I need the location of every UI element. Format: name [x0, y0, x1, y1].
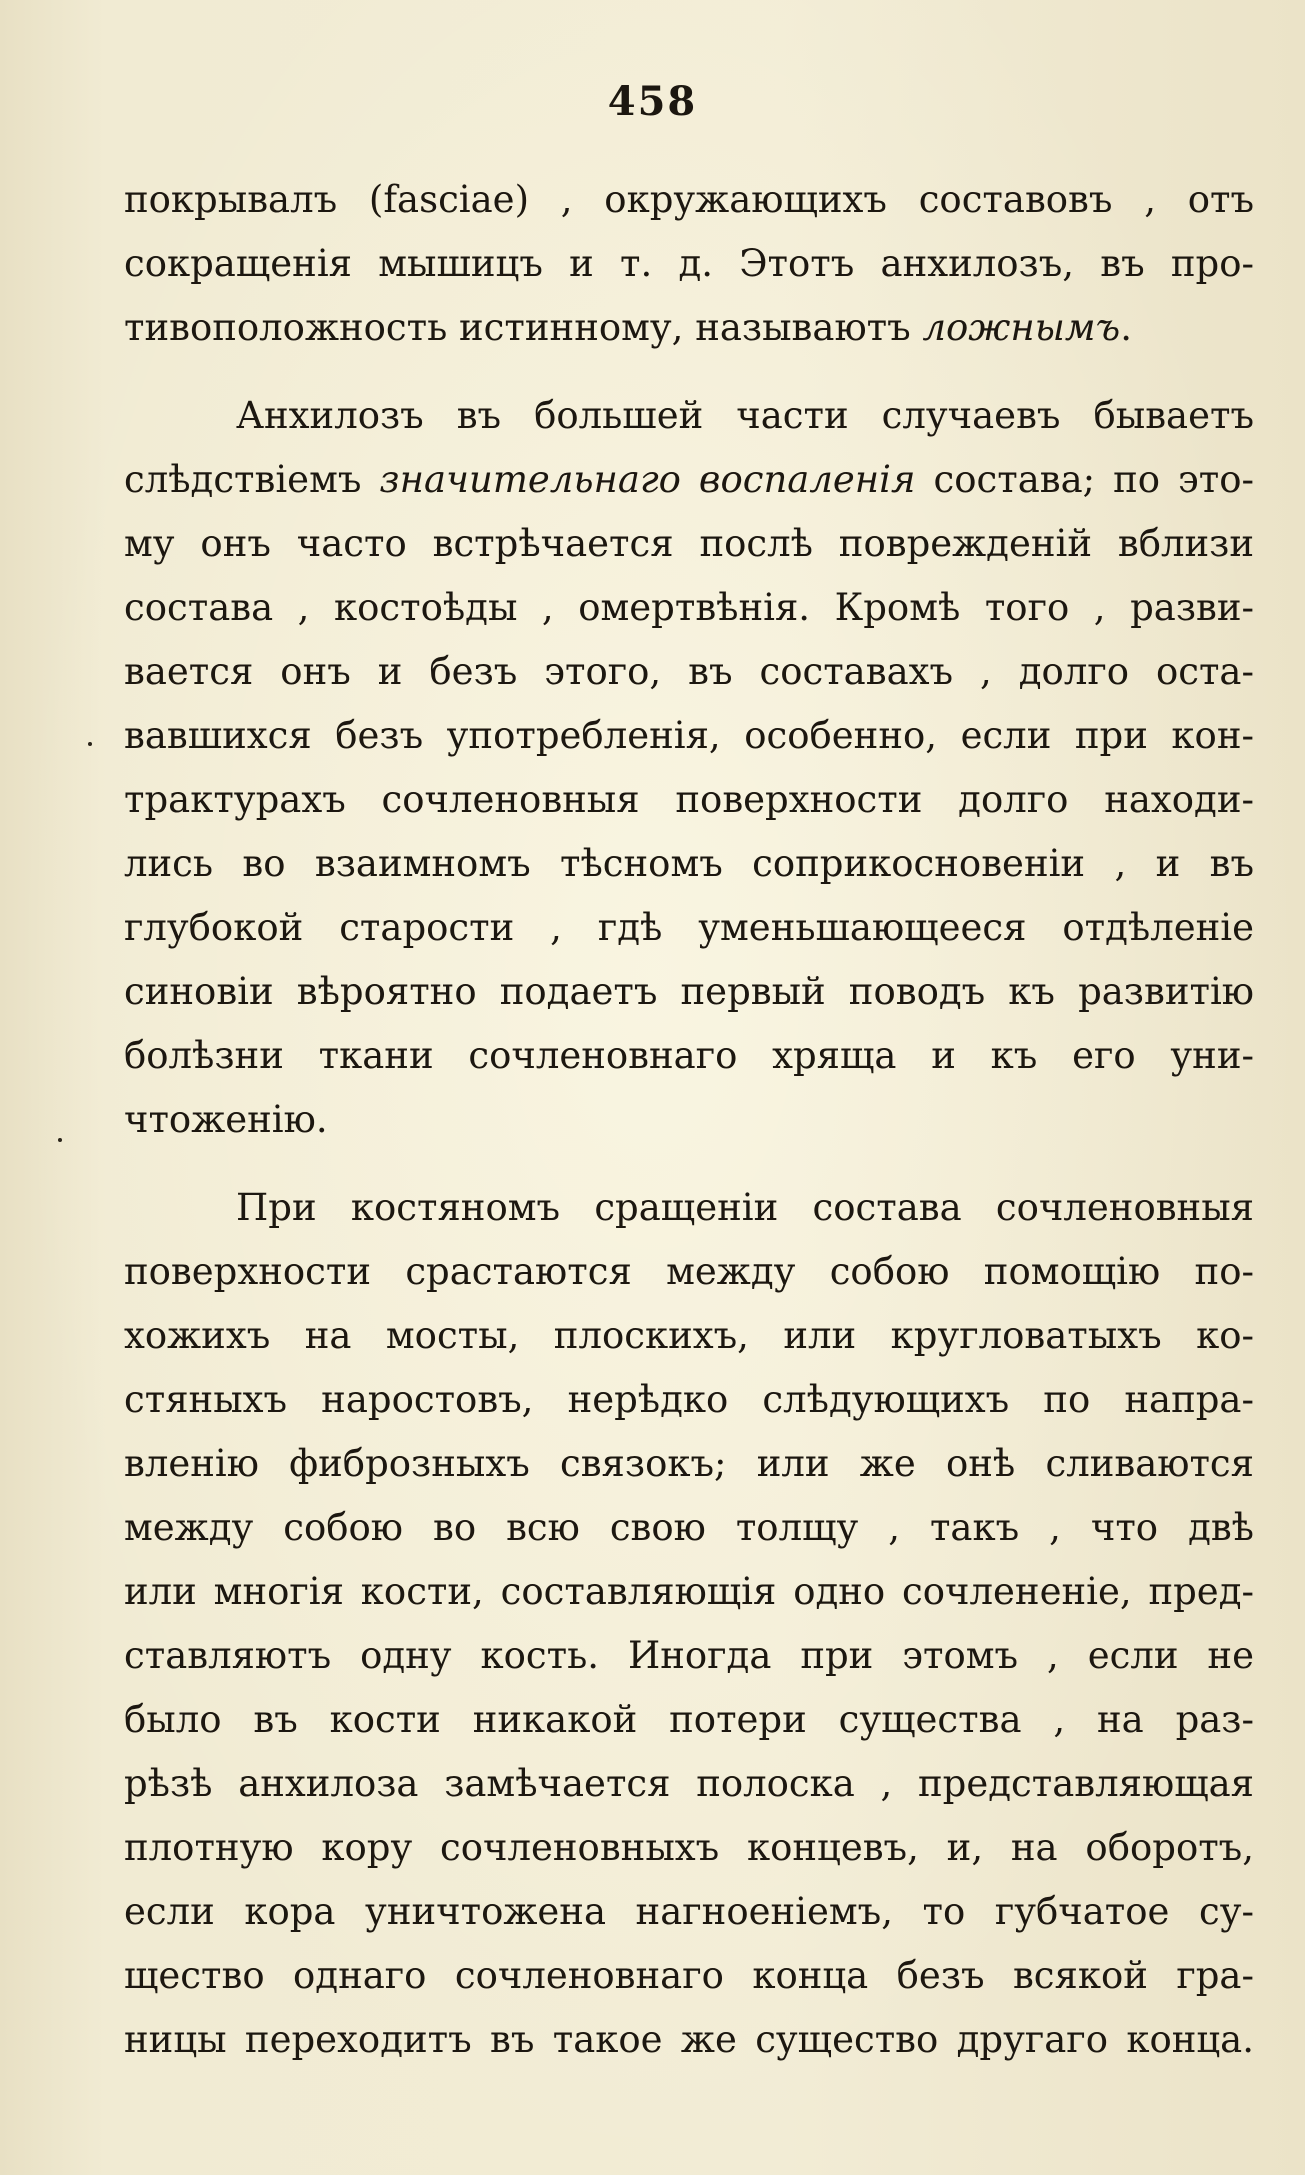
text-line: глубокой старости , гдѣ уменьшающееся отдѣленіе: [124, 906, 1254, 949]
text-line: хожихъ на мосты, плоскихъ, или кругловатыхъ ко-: [124, 1314, 1254, 1357]
text-line: щество однаго сочленовнаго конца безъ всякой гра-: [124, 1954, 1254, 1997]
ink-speck: [58, 1138, 62, 1142]
text-line: состава , костоѣды , омертвѣнія. Кромѣ того , разви-: [124, 586, 1254, 629]
text-line: между собою во всю свою толщу , такъ , что двѣ: [124, 1506, 1254, 1549]
text-line: было въ кости никакой потери существа , на раз-: [124, 1698, 1254, 1741]
text-line: При костяномъ сращеніи состава сочленовныя: [236, 1186, 1254, 1229]
text-line: чтоженію.: [124, 1098, 328, 1141]
text-line: трактурахъ сочленовныя поверхности долго находи-: [124, 778, 1254, 821]
text-line: [124, 448, 1254, 512]
text-line: ницы переходитъ въ такое же существо другаго конца.: [124, 2018, 1254, 2061]
text-line: если кора уничтожена нагноеніемъ, то губчатое су-: [124, 1890, 1254, 1933]
italic-term: значительнаго воспаленія: [379, 458, 916, 501]
italic-term: ложнымъ: [922, 306, 1121, 349]
text-line: рѣзѣ анхилоза замѣчается полоска , представляющая: [124, 1762, 1254, 1805]
text-line: поверхности срастаются между собою помощію по-: [124, 1250, 1254, 1293]
paragraph-1: [124, 168, 1254, 360]
ink-speck: [88, 742, 92, 746]
text-line: покрывалъ (fasciae) , окружающихъ составовъ , отъ: [124, 178, 1254, 221]
text-segment: слѣдствіемъ: [124, 458, 380, 501]
text-line: сокращенія мышицъ и т. д. Этотъ анхилозъ, въ про-: [124, 242, 1254, 285]
text-line: вленію фиброзныхъ связокъ; или же онѣ сливаются: [124, 1442, 1254, 1485]
paragraph-3: [124, 1176, 1254, 2072]
text-segment: тивоположность истинному, называютъ: [124, 306, 923, 349]
text-line: или многія кости, составляющія одно сочлененіе, пред-: [124, 1570, 1254, 1613]
body-text: [124, 168, 1254, 2072]
text-line: Анхилозъ въ большей части случаевъ бываетъ: [236, 394, 1254, 437]
text-line: му онъ часто встрѣчается послѣ поврежденій вблизи: [124, 522, 1254, 565]
text-line: ставляютъ одну кость. Иногда при этомъ , если не: [124, 1634, 1254, 1677]
text-line: [124, 296, 1254, 360]
text-segment: состава; по это-: [915, 458, 1255, 501]
text-line: лись во взаимномъ тѣсномъ соприкосновеніи , и въ: [124, 842, 1254, 885]
text-line: болѣзни ткани сочленовнаго хряща и къ его уни-: [124, 1034, 1254, 1077]
text-line: вавшихся безъ употребленія, особенно, если при кон-: [124, 714, 1254, 757]
text-line: синовіи вѣроятно подаетъ первый поводъ къ развитію: [124, 970, 1254, 1013]
text-segment: .: [1120, 306, 1132, 349]
paragraph-2: [124, 384, 1254, 1152]
text-line: вается онъ и безъ этого, въ составахъ , долго оста-: [124, 650, 1254, 693]
text-line: плотную кору сочленовныхъ концевъ, и, на оборотъ,: [124, 1826, 1254, 1869]
text-line: стяныхъ наростовъ, нерѣдко слѣдующихъ по напра-: [124, 1378, 1254, 1421]
page-number: 458: [607, 78, 698, 125]
